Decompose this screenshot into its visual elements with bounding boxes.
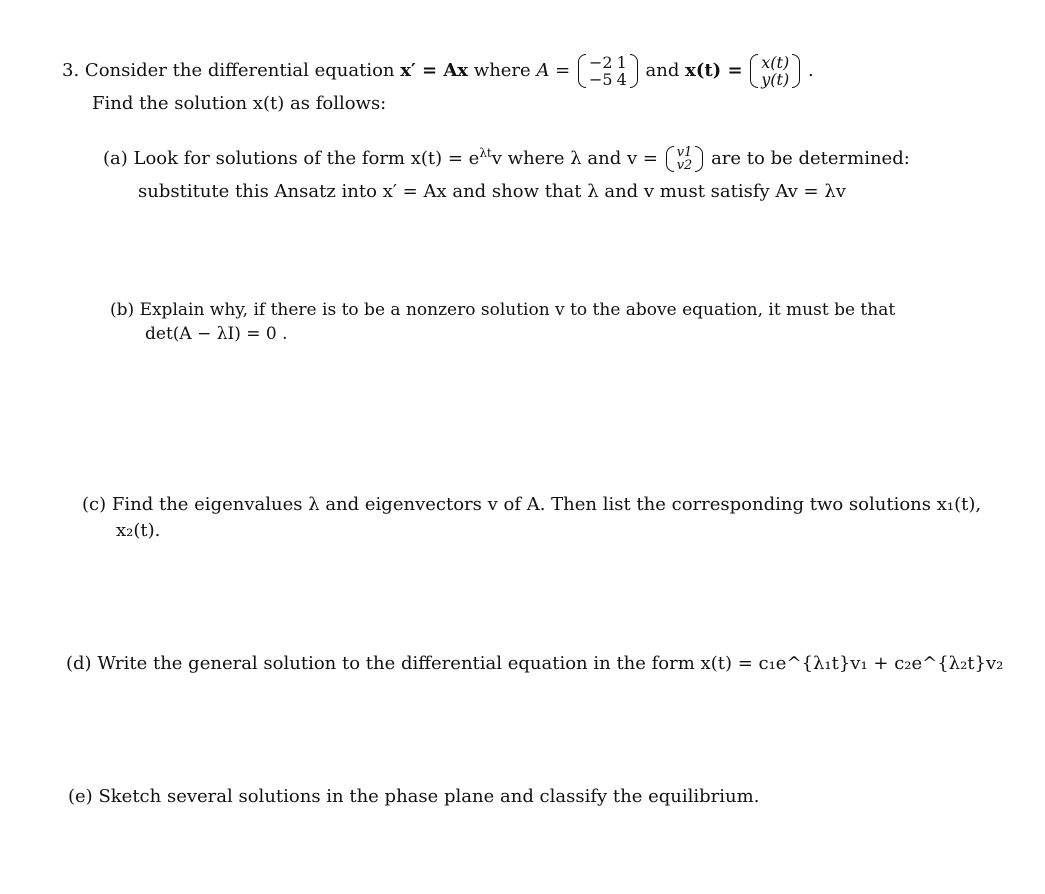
vector-label: x(t) = [685,60,743,81]
matrix-entry: 4 [616,70,627,89]
part-b-text: Explain why, if there is to be a nonzero solution v to the above equation, it must be that [139,300,896,320]
matrix-A [578,54,638,88]
part-c-line1 [82,494,981,516]
matrix-label: A = [536,60,571,81]
part-e [68,786,759,808]
vector-entry: v2 [676,158,693,173]
vector-entry: y(t) [761,70,790,89]
where-text: where [473,60,531,81]
part-a-label: (a) [103,148,128,169]
part-b-line2: det(A − λI) = 0 . [145,324,288,344]
part-c-text: Find the eigenvalues λ and eigenvectors v of A. Then list the corresponding two solutions x₁(t), [111,494,982,515]
part-a-text-mid: v where λ and v = [491,148,658,169]
and-text: and [645,60,680,81]
vector-v [666,146,704,172]
vector-x [750,54,800,88]
part-e-text: Sketch several solutions in the phase plane and classify the equilibrium. [98,786,760,807]
problem-equation: x′ = Ax [400,60,469,81]
part-c-line2: x₂(t). [116,520,161,541]
part-a-exponent: λt [479,146,492,160]
part-e-label: (e) [68,786,93,807]
vector-entry: v1 [676,145,693,160]
matrix-entry: −5 [588,70,613,89]
part-a-line2: substitute this Ansatz into x′ = Ax and show that λ and v must satisfy Av = λv [138,181,846,202]
part-a-text-start: Look for solutions of the form x(t) = e [133,148,480,169]
part-d-label: (d) [66,653,92,674]
problem-statement [62,54,814,88]
problem-number: 3. [62,60,80,81]
period: . [807,60,814,81]
matrix-entry: −2 [588,53,613,72]
matrix-entry: 1 [616,53,627,72]
problem-intro: Consider the differential equation [84,60,395,81]
find-instruction: Find the solution x(t) as follows: [92,93,387,114]
part-c-label: (c) [82,494,107,515]
part-a-line1 [103,146,910,172]
part-b-label: (b) [110,300,135,320]
vector-entry: x(t) [761,53,790,72]
part-d-text: Write the general solution to the differential equation in the form x(t) = c₁e^{λ₁t}v₁ + c₂e^{λ₂t}v₂ [97,653,1004,674]
part-b-line1 [110,299,895,321]
part-d [66,653,1003,675]
part-a-text-end: are to be determined: [711,148,910,169]
